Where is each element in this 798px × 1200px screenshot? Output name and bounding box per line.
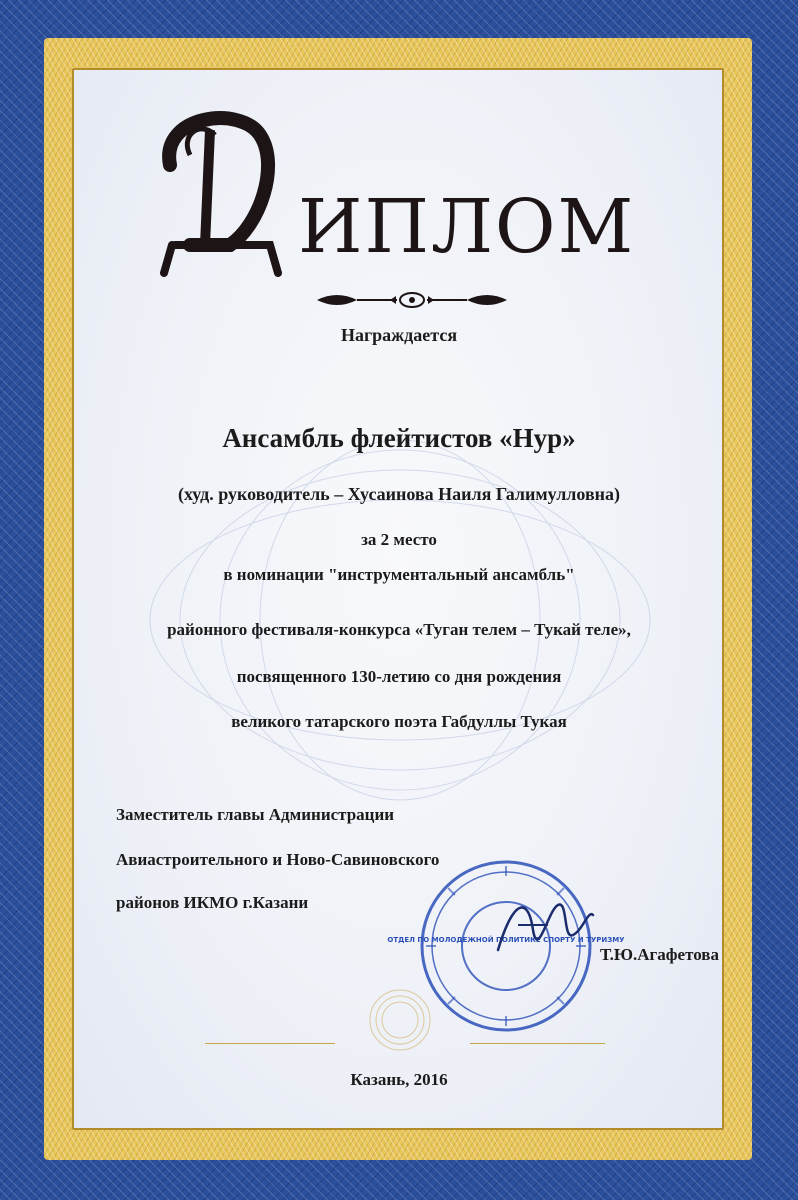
festival-line: районного фестиваля-конкурса «Туган телем – Тукай теле», (167, 620, 631, 639)
signatory-name: Т.Ю.Агафетова (600, 945, 719, 964)
leader-line: (худ. руководитель – Хусаинова Наиля Галимулловна) (177, 484, 621, 504)
recipient-name: Ансамбль флейтистов «Нур» (222, 423, 576, 453)
title-initial-flourish (150, 95, 310, 285)
dedication-line: посвященного 130-летию со дня рождения (236, 667, 562, 686)
signatory-line-3: районов ИКМО г.Казани (116, 893, 309, 912)
signatory-line-1: Заместитель главы Администрации (116, 805, 395, 824)
awarded-label: Награждается (340, 325, 458, 345)
place-date: Казань, 2016 (350, 1070, 448, 1089)
signatory-line-2: Авиастроительного и Ново-Савиновского (116, 850, 440, 869)
sign-rule-left (205, 1043, 335, 1044)
signature (488, 890, 598, 970)
nomination-line: в номинации "инструментальный ансамбль" (223, 565, 575, 584)
divider-ornament (312, 288, 512, 312)
stamp-center-text: ОТДЕЛ ПО МОЛОДЕЖНОЙ ПОЛИТИКЕ СПОРТУ И ТУРИЗМУ (387, 936, 625, 944)
place-line: за 2 место (361, 530, 437, 549)
title-rest: ИПЛОМ (298, 184, 636, 270)
diploma-title (150, 95, 670, 290)
poet-line: великого татарского поэта Габдуллы Тукая (231, 712, 567, 731)
sign-rule-right (470, 1043, 605, 1044)
